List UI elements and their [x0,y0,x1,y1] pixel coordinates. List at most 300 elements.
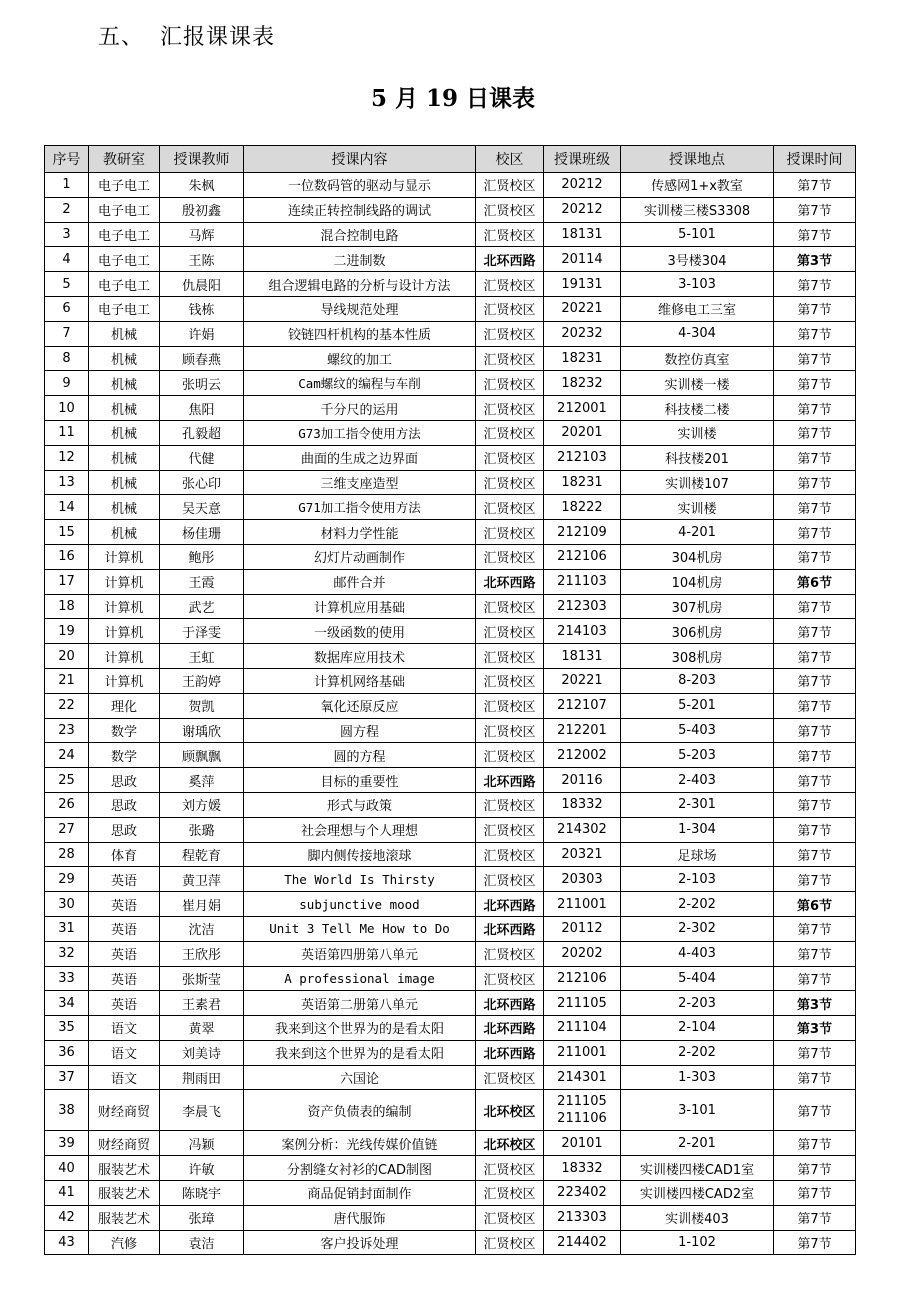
location-cell: 2-104 [621,1016,774,1041]
teacher-cell: 钱栋 [160,296,244,321]
class-cell: 18131 [544,644,621,669]
campus-cell: 汇贤校区 [476,619,544,644]
campus-cell: 汇贤校区 [476,420,544,445]
content-cell: subjunctive mood [244,892,476,917]
location-cell: 5-203 [621,743,774,768]
time-cell: 第6节 [774,892,856,917]
content-cell: 计算机应用基础 [244,594,476,619]
class-cell: 211104 [544,1016,621,1041]
content-cell: 我来到这个世界为的是看太阳 [244,1040,476,1065]
campus-cell: 北环西路 [476,569,544,594]
campus-cell: 汇贤校区 [476,544,544,569]
teacher-cell: 奚萍 [160,768,244,793]
class-cell: 212303 [544,594,621,619]
campus-cell: 汇贤校区 [476,693,544,718]
location-cell: 足球场 [621,842,774,867]
teacher-cell: 朱枫 [160,173,244,198]
department-cell: 机械 [89,520,160,545]
teacher-cell: 许娟 [160,321,244,346]
campus-cell: 汇贤校区 [476,941,544,966]
campus-cell: 汇贤校区 [476,272,544,297]
schedule-body [45,173,856,1255]
content-cell: 数据库应用技术 [244,644,476,669]
row-number: 41 [45,1181,89,1206]
time-cell: 第7节 [774,1131,856,1156]
row-number: 37 [45,1065,89,1090]
department-cell: 服装艺术 [89,1205,160,1230]
department-cell: 机械 [89,495,160,520]
time-cell: 第7节 [774,966,856,991]
class-cell: 20212 [544,197,621,222]
class-cell: 212109 [544,520,621,545]
teacher-cell: 孔毅超 [160,420,244,445]
teacher-cell: 张心印 [160,470,244,495]
content-cell: G73加工指令使用方法 [244,420,476,445]
content-cell: 英语第四册第八单元 [244,941,476,966]
row-number: 14 [45,495,89,520]
campus-cell: 北环校区 [476,1090,544,1131]
class-cell: 18231 [544,346,621,371]
row-number: 33 [45,966,89,991]
row-number: 30 [45,892,89,917]
time-cell: 第7节 [774,173,856,198]
location-cell: 8-203 [621,668,774,693]
teacher-cell: 张璋 [160,1205,244,1230]
teacher-cell: 王霞 [160,569,244,594]
header-cell: 授课班级 [544,146,621,173]
department-cell: 思政 [89,817,160,842]
class-cell: 18332 [544,792,621,817]
row-number: 17 [45,569,89,594]
campus-cell: 汇贤校区 [476,817,544,842]
department-cell: 电子电工 [89,222,160,247]
table-row [45,1181,856,1206]
table-row [45,272,856,297]
table-row [45,892,856,917]
time-cell: 第7节 [774,743,856,768]
content-cell: 目标的重要性 [244,768,476,793]
location-cell: 5-101 [621,222,774,247]
campus-cell: 汇贤校区 [476,173,544,198]
table-row [45,1156,856,1181]
table-row [45,321,856,346]
teacher-cell: 仇晨阳 [160,272,244,297]
class-cell: 212002 [544,743,621,768]
teacher-cell: 李晨飞 [160,1090,244,1131]
content-cell: G71加工指令使用方法 [244,495,476,520]
teacher-cell: 崔月娟 [160,892,244,917]
location-cell: 306机房 [621,619,774,644]
teacher-cell: 张明云 [160,371,244,396]
teacher-cell: 代健 [160,445,244,470]
row-number: 35 [45,1016,89,1041]
location-cell: 2-301 [621,792,774,817]
teacher-cell: 沈洁 [160,916,244,941]
department-cell: 英语 [89,867,160,892]
location-cell: 3-101 [621,1090,774,1131]
table-row [45,966,856,991]
class-cell: 211001 [544,1040,621,1065]
time-cell: 第7节 [774,321,856,346]
row-number: 24 [45,743,89,768]
content-cell: 商品促销封面制作 [244,1181,476,1206]
location-cell: 实训楼一楼 [621,371,774,396]
table-row [45,594,856,619]
location-cell: 传感网1+x教室 [621,173,774,198]
campus-cell: 汇贤校区 [476,966,544,991]
department-cell: 机械 [89,420,160,445]
class-cell: 214402 [544,1230,621,1255]
row-number: 39 [45,1131,89,1156]
row-number: 20 [45,644,89,669]
header-cell: 授课时间 [774,146,856,173]
teacher-cell: 陈晓宇 [160,1181,244,1206]
teacher-cell: 黄翠 [160,1016,244,1041]
content-cell: 资产负债表的编制 [244,1090,476,1131]
department-cell: 财经商贸 [89,1131,160,1156]
campus-cell: 北环西路 [476,892,544,917]
row-number: 1 [45,173,89,198]
location-cell: 2-202 [621,1040,774,1065]
campus-cell: 汇贤校区 [476,743,544,768]
campus-cell: 汇贤校区 [476,1181,544,1206]
table-row [45,842,856,867]
class-cell: 20232 [544,321,621,346]
content-cell: 邮件合并 [244,569,476,594]
header-cell: 校区 [476,146,544,173]
campus-cell: 汇贤校区 [476,445,544,470]
department-cell: 机械 [89,470,160,495]
location-cell: 实训楼四楼CAD2室 [621,1181,774,1206]
department-cell: 机械 [89,321,160,346]
teacher-cell: 张斯莹 [160,966,244,991]
department-cell: 电子电工 [89,197,160,222]
content-cell: 曲面的生成之边界面 [244,445,476,470]
teacher-cell: 王素君 [160,991,244,1016]
time-cell: 第7节 [774,1156,856,1181]
content-cell: 材料力学性能 [244,520,476,545]
class-cell: 20303 [544,867,621,892]
teacher-cell: 张璐 [160,817,244,842]
content-cell: 螺纹的加工 [244,346,476,371]
time-cell: 第7节 [774,272,856,297]
row-number: 3 [45,222,89,247]
row-number: 6 [45,296,89,321]
content-cell: 千分尺的运用 [244,396,476,421]
time-cell: 第7节 [774,222,856,247]
campus-cell: 汇贤校区 [476,371,544,396]
class-cell: 212106 [544,966,621,991]
class-cell: 212106 [544,544,621,569]
department-cell: 语文 [89,1065,160,1090]
time-cell: 第7节 [774,197,856,222]
table-row [45,197,856,222]
time-cell: 第3节 [774,1016,856,1041]
location-cell: 维修电工三室 [621,296,774,321]
time-cell: 第7节 [774,792,856,817]
content-cell: 一位数码管的驱动与显示 [244,173,476,198]
teacher-cell: 吴天意 [160,495,244,520]
row-number: 10 [45,396,89,421]
table-row [45,941,856,966]
row-number: 34 [45,991,89,1016]
department-cell: 服装艺术 [89,1181,160,1206]
content-cell: 社会理想与个人理想 [244,817,476,842]
class-line: 211106 [557,1111,607,1127]
header-cell: 授课内容 [244,146,476,173]
table-row [45,668,856,693]
row-number: 27 [45,817,89,842]
time-cell: 第7节 [774,346,856,371]
content-cell: A professional image [244,966,476,991]
table-row [45,470,856,495]
time-cell: 第7节 [774,916,856,941]
table-row [45,768,856,793]
content-cell: 客户投诉处理 [244,1230,476,1255]
table-row [45,1065,856,1090]
table-row [45,792,856,817]
class-cell: 20212 [544,173,621,198]
header-cell: 授课地点 [621,146,774,173]
location-cell: 308机房 [621,644,774,669]
department-cell: 计算机 [89,569,160,594]
class-cell [544,1090,621,1131]
content-cell: 组合逻辑电路的分析与设计方法 [244,272,476,297]
location-cell: 4-403 [621,941,774,966]
row-number: 26 [45,792,89,817]
teacher-cell: 马辉 [160,222,244,247]
content-cell: 一级函数的使用 [244,619,476,644]
location-cell: 实训楼107 [621,470,774,495]
time-cell: 第7节 [774,668,856,693]
content-cell: 分割缝女衬衫的CAD制图 [244,1156,476,1181]
teacher-cell: 黄卫萍 [160,867,244,892]
campus-cell: 北环西路 [476,247,544,272]
time-cell: 第7节 [774,296,856,321]
location-cell: 104机房 [621,569,774,594]
department-cell: 机械 [89,445,160,470]
row-number: 31 [45,916,89,941]
table-row [45,1040,856,1065]
content-cell: 我来到这个世界为的是看太阳 [244,1016,476,1041]
location-cell: 5-201 [621,693,774,718]
class-cell: 214301 [544,1065,621,1090]
class-cell: 212103 [544,445,621,470]
header-cell: 序号 [45,146,89,173]
location-cell: 2-202 [621,892,774,917]
department-cell: 计算机 [89,619,160,644]
teacher-cell: 鲍彤 [160,544,244,569]
campus-cell: 汇贤校区 [476,718,544,743]
table-row [45,247,856,272]
location-cell: 1-303 [621,1065,774,1090]
class-cell: 20114 [544,247,621,272]
time-cell: 第7节 [774,718,856,743]
content-cell: 二进制数 [244,247,476,272]
row-number: 23 [45,718,89,743]
table-row [45,743,856,768]
department-cell: 理化 [89,693,160,718]
row-number: 28 [45,842,89,867]
department-cell: 机械 [89,346,160,371]
table-row [45,718,856,743]
teacher-cell: 袁洁 [160,1230,244,1255]
campus-cell: 汇贤校区 [476,1230,544,1255]
time-cell: 第7节 [774,1181,856,1206]
location-cell: 2-302 [621,916,774,941]
class-cell: 212001 [544,396,621,421]
content-cell: 形式与政策 [244,792,476,817]
department-cell: 语文 [89,1040,160,1065]
department-cell: 机械 [89,396,160,421]
campus-cell: 汇贤校区 [476,842,544,867]
time-cell: 第7节 [774,842,856,867]
class-cell: 18332 [544,1156,621,1181]
time-cell: 第7节 [774,1065,856,1090]
table-row [45,916,856,941]
table-row [45,495,856,520]
campus-cell: 汇贤校区 [476,495,544,520]
content-cell: 连续正转控制线路的调试 [244,197,476,222]
row-number: 16 [45,544,89,569]
department-cell: 数学 [89,718,160,743]
class-cell: 211001 [544,892,621,917]
location-cell: 科技楼二楼 [621,396,774,421]
row-number: 25 [45,768,89,793]
table-row [45,445,856,470]
row-number: 7 [45,321,89,346]
time-cell: 第7节 [774,594,856,619]
row-number: 15 [45,520,89,545]
teacher-cell: 刘美诗 [160,1040,244,1065]
table-row [45,222,856,247]
campus-cell: 汇贤校区 [476,668,544,693]
campus-cell: 汇贤校区 [476,867,544,892]
department-cell: 财经商贸 [89,1090,160,1131]
department-cell: 英语 [89,892,160,917]
content-cell: 导线规范处理 [244,296,476,321]
time-cell: 第3节 [774,247,856,272]
teacher-cell: 许敏 [160,1156,244,1181]
teacher-cell: 荆雨田 [160,1065,244,1090]
time-cell: 第7节 [774,941,856,966]
content-cell: 唐代服饰 [244,1205,476,1230]
location-cell: 4-201 [621,520,774,545]
content-cell: Cam螺纹的编程与车削 [244,371,476,396]
time-cell: 第7节 [774,445,856,470]
table-row [45,173,856,198]
campus-cell: 汇贤校区 [476,346,544,371]
header-cell: 教研室 [89,146,160,173]
department-cell: 计算机 [89,668,160,693]
teacher-cell: 于泽雯 [160,619,244,644]
table-row [45,1205,856,1230]
department-cell: 语文 [89,1016,160,1041]
table-row [45,1090,856,1131]
row-number: 18 [45,594,89,619]
department-cell: 服装艺术 [89,1156,160,1181]
class-cell: 214302 [544,817,621,842]
time-cell: 第7节 [774,396,856,421]
teacher-cell: 武艺 [160,594,244,619]
time-cell: 第7节 [774,495,856,520]
teacher-cell: 王欣彤 [160,941,244,966]
page-title: 5 月 19 日课表 [370,85,536,112]
class-cell: 18222 [544,495,621,520]
row-number: 5 [45,272,89,297]
content-cell: The World Is Thirsty [244,867,476,892]
campus-cell: 汇贤校区 [476,792,544,817]
class-cell: 212201 [544,718,621,743]
class-cell: 20116 [544,768,621,793]
campus-cell: 汇贤校区 [476,1156,544,1181]
table-row [45,1131,856,1156]
content-cell: 铰链四杆机构的基本性质 [244,321,476,346]
location-cell: 5-404 [621,966,774,991]
time-cell: 第7节 [774,867,856,892]
row-number: 32 [45,941,89,966]
row-number: 42 [45,1205,89,1230]
location-cell: 1-304 [621,817,774,842]
content-cell: 圆的方程 [244,743,476,768]
teacher-cell: 王陈 [160,247,244,272]
content-cell: 案例分析：光线传媒价值链 [244,1131,476,1156]
section-heading: 五、 汇报课课表 [98,25,275,50]
department-cell: 英语 [89,941,160,966]
location-cell: 5-403 [621,718,774,743]
campus-cell: 北环西路 [476,768,544,793]
campus-cell: 汇贤校区 [476,197,544,222]
table-row [45,619,856,644]
time-cell: 第7节 [774,644,856,669]
table-row [45,396,856,421]
department-cell: 机械 [89,371,160,396]
time-cell: 第7节 [774,619,856,644]
department-cell: 思政 [89,768,160,793]
table-row [45,420,856,445]
header-cell: 授课教师 [160,146,244,173]
campus-cell: 北环西路 [476,1016,544,1041]
location-cell: 实训楼403 [621,1205,774,1230]
row-number: 12 [45,445,89,470]
department-cell: 思政 [89,792,160,817]
location-cell: 2-403 [621,768,774,793]
location-cell: 2-201 [621,1131,774,1156]
class-cell: 214103 [544,619,621,644]
department-cell: 数学 [89,743,160,768]
location-cell: 2-203 [621,991,774,1016]
table-row [45,371,856,396]
campus-cell: 汇贤校区 [476,594,544,619]
location-cell: 实训楼四楼CAD1室 [621,1156,774,1181]
class-cell: 20221 [544,296,621,321]
teacher-cell: 谢瑀欣 [160,718,244,743]
campus-cell: 汇贤校区 [476,321,544,346]
campus-cell: 汇贤校区 [476,396,544,421]
time-cell: 第7节 [774,1040,856,1065]
location-cell: 307机房 [621,594,774,619]
table-row [45,817,856,842]
class-cell: 223402 [544,1181,621,1206]
row-number: 22 [45,693,89,718]
class-cell: 20202 [544,941,621,966]
time-cell: 第7节 [774,420,856,445]
row-number: 43 [45,1230,89,1255]
class-cell: 212107 [544,693,621,718]
class-cell: 20201 [544,420,621,445]
class-cell: 19131 [544,272,621,297]
time-cell: 第7节 [774,768,856,793]
